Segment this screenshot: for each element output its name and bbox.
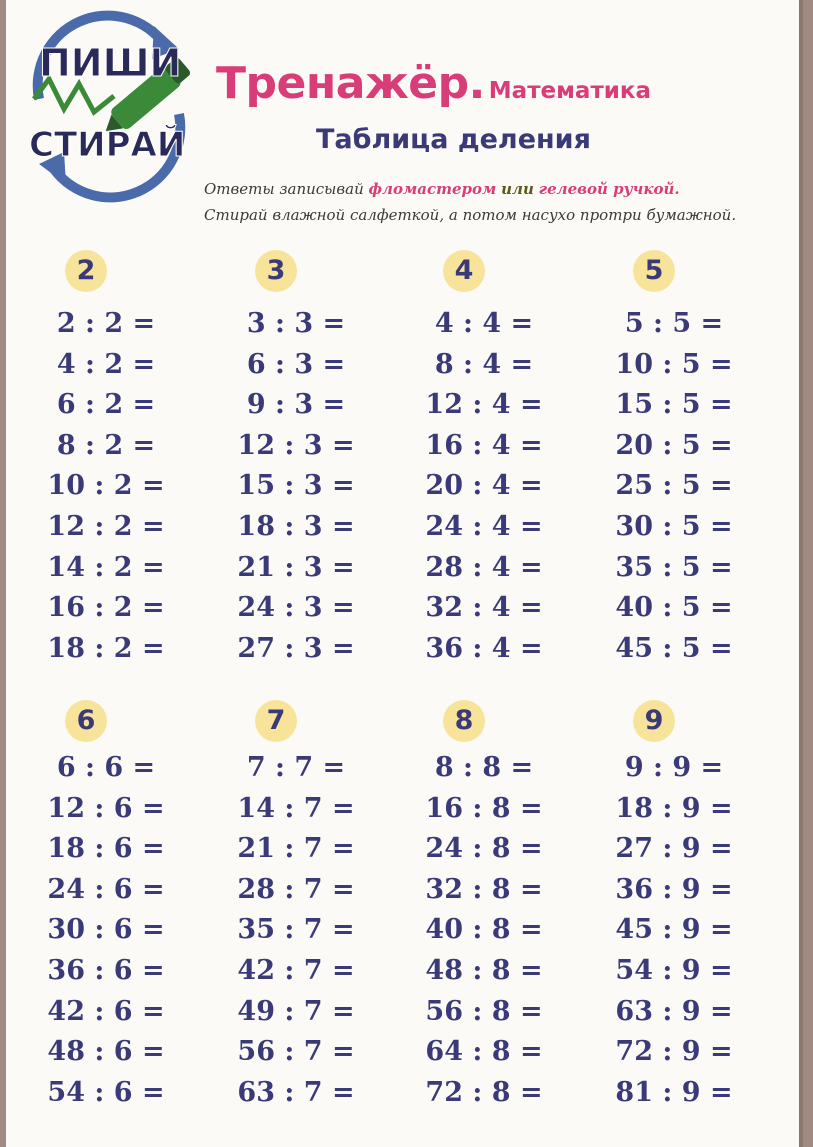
division-row: 16 : 4 =: [425, 429, 543, 461]
division-row: 28 : 4 =: [425, 551, 543, 583]
division-row: 8 : 4 =: [434, 348, 534, 380]
division-row: 6 : 3 =: [246, 348, 346, 380]
division-row: 4 : 4 =: [434, 308, 534, 339]
division-row: 28 : 7 =: [237, 873, 355, 905]
instr-text-c: или: [501, 180, 534, 198]
division-row: 72 : 8 =: [425, 1076, 543, 1108]
division-row: 10 : 2 =: [47, 470, 165, 502]
division-row: 63 : 9 =: [615, 995, 733, 1027]
instructions-line-2: Стирай влажной салфеткой, а потом насухо протри бумажной.: [204, 206, 737, 224]
division-row: 54 : 6 =: [47, 1076, 165, 1108]
division-row: 16 : 2 =: [47, 592, 165, 624]
division-row: 12 : 6 =: [47, 792, 165, 824]
division-row: 56 : 7 =: [237, 1036, 355, 1068]
instructions: [204, 176, 764, 228]
division-row: 10 : 5 =: [615, 348, 733, 380]
division-row: 5 : 5 =: [624, 308, 724, 339]
division-row: 42 : 6 =: [47, 995, 165, 1027]
division-row: 49 : 7 =: [237, 995, 355, 1027]
divisor-badge: 9: [633, 700, 675, 742]
division-row: 20 : 5 =: [615, 429, 733, 461]
division-row: 2 : 2 =: [56, 308, 156, 339]
division-row: 81 : 9 =: [615, 1076, 733, 1108]
division-row: 25 : 5 =: [615, 470, 733, 502]
division-row: 72 : 9 =: [615, 1036, 733, 1068]
division-row: 36 : 9 =: [615, 873, 733, 905]
divisor-badge: 2: [65, 250, 107, 292]
division-row: 35 : 5 =: [615, 551, 733, 583]
worksheet: [6, 0, 803, 1147]
logo-top-text: ПИШИ: [39, 41, 182, 85]
division-row: 21 : 3 =: [237, 551, 355, 583]
division-row: 54 : 9 =: [615, 955, 733, 986]
division-row: 8 : 2 =: [56, 429, 156, 461]
division-row: 9 : 9 =: [624, 752, 724, 783]
division-row: 6 : 6 =: [56, 752, 156, 783]
division-row: 48 : 8 =: [425, 955, 543, 986]
division-row: 18 : 6 =: [47, 833, 165, 865]
instructions-line-1: [204, 176, 764, 202]
division-row: 14 : 2 =: [47, 551, 165, 583]
division-row: 27 : 3 =: [237, 632, 355, 664]
division-row: 9 : 3 =: [246, 389, 346, 421]
division-row: 16 : 8 =: [425, 792, 543, 824]
division-row: 21 : 7 =: [237, 833, 355, 865]
division-row: 12 : 3 =: [237, 429, 355, 461]
division-row: 24 : 6 =: [47, 873, 165, 905]
logo-pishi-stiray-icon: [14, 4, 204, 204]
logo-bottom-text: СТИРАЙ: [29, 125, 186, 165]
division-row: 48 : 6 =: [47, 1036, 165, 1068]
instr-text-a: Ответы записывай: [204, 180, 364, 198]
page-subtitle: Таблица деления: [316, 124, 591, 155]
division-row: 6 : 2 =: [56, 389, 156, 421]
divisor-badge: 5: [633, 250, 675, 292]
page-title: [216, 58, 651, 109]
division-row: 3 : 3 =: [246, 308, 346, 339]
title-main: Тренажёр.: [216, 58, 485, 109]
division-row: 35 : 7 =: [237, 914, 355, 946]
division-row: 64 : 8 =: [425, 1036, 543, 1068]
division-row: 36 : 6 =: [47, 955, 165, 986]
division-row: 18 : 9 =: [615, 792, 733, 824]
divisor-badge: 8: [443, 700, 485, 742]
division-row: 36 : 4 =: [425, 632, 543, 664]
title-subject: Математика: [488, 78, 652, 104]
division-row: 56 : 8 =: [425, 995, 543, 1027]
division-row: 7 : 7 =: [246, 752, 346, 783]
division-row: 30 : 5 =: [615, 511, 733, 542]
instr-text-d: гелевой ручкой.: [538, 180, 680, 198]
division-row: 18 : 2 =: [47, 632, 165, 664]
division-row: 20 : 4 =: [425, 470, 543, 502]
division-row: 12 : 4 =: [425, 389, 543, 421]
division-row: 45 : 5 =: [615, 632, 733, 664]
divisor-badge: 4: [443, 250, 485, 292]
division-row: 24 : 3 =: [237, 592, 355, 624]
division-row: 14 : 7 =: [237, 792, 355, 824]
division-row: 24 : 8 =: [425, 833, 543, 865]
division-row: 18 : 3 =: [237, 511, 355, 542]
division-row: 32 : 4 =: [425, 592, 543, 624]
division-row: 15 : 3 =: [237, 470, 355, 502]
division-row: 27 : 9 =: [615, 833, 733, 865]
division-row: 12 : 2 =: [47, 511, 165, 542]
division-row: 63 : 7 =: [237, 1076, 355, 1108]
divisor-badge: 7: [255, 700, 297, 742]
division-row: 45 : 9 =: [615, 914, 733, 946]
division-row: 32 : 8 =: [425, 873, 543, 905]
instr-text-b: фломастером: [368, 180, 497, 198]
division-row: 30 : 6 =: [47, 914, 165, 946]
division-row: 15 : 5 =: [615, 389, 733, 421]
division-row: 42 : 7 =: [237, 955, 355, 986]
division-row: 24 : 4 =: [425, 511, 543, 542]
division-row: 40 : 5 =: [615, 592, 733, 624]
division-row: 40 : 8 =: [425, 914, 543, 946]
division-row: 8 : 8 =: [434, 752, 534, 783]
division-row: 4 : 2 =: [56, 348, 156, 380]
divisor-badge: 6: [65, 700, 107, 742]
divisor-badge: 3: [255, 250, 297, 292]
